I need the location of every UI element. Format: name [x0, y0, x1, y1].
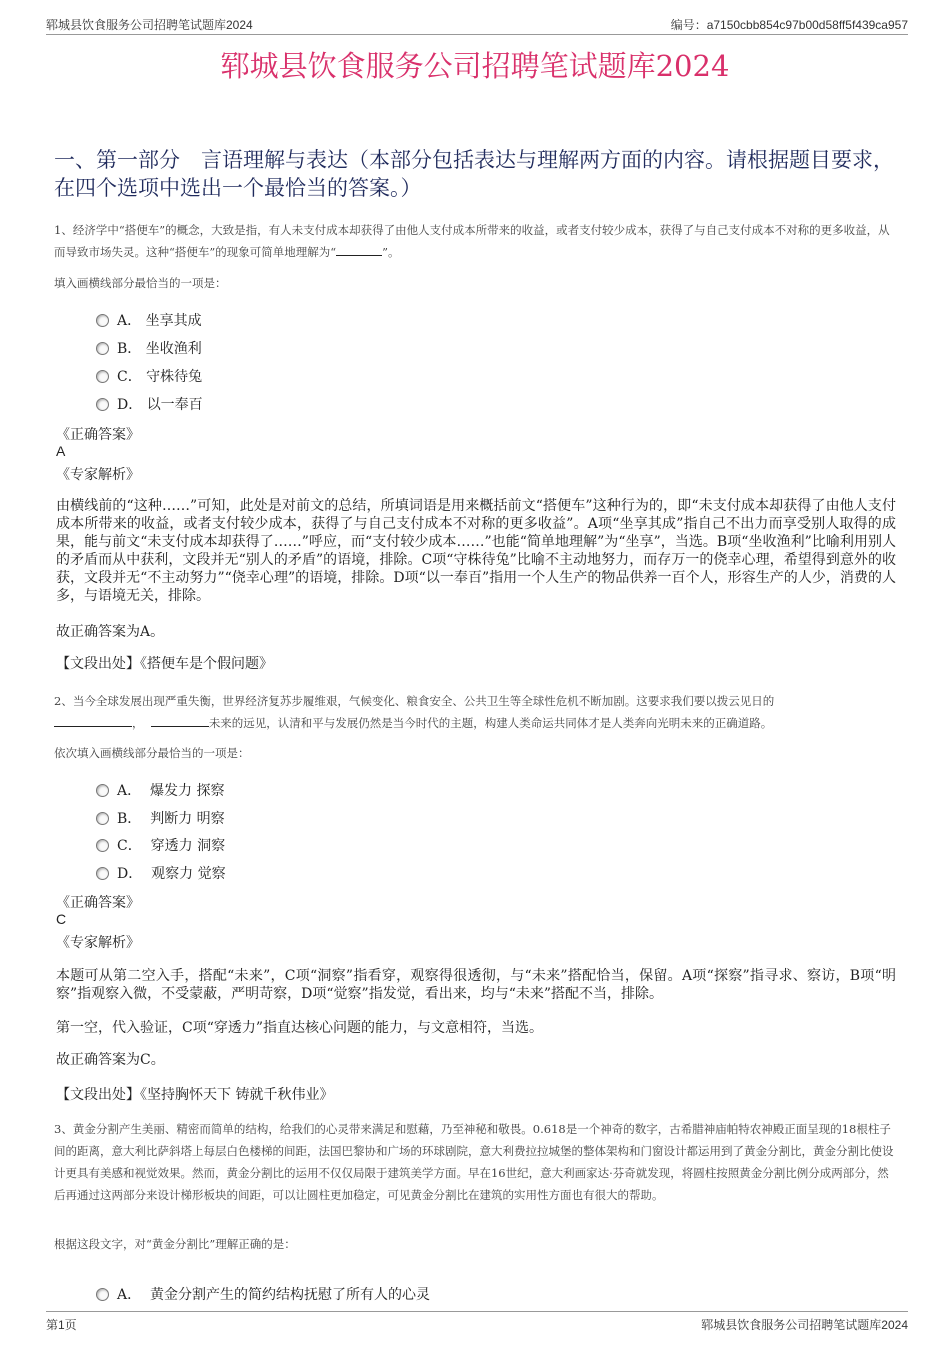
q1-conclusion: 故正确答案为A。	[56, 624, 165, 640]
analysis-label: 《专家解析》	[56, 935, 140, 951]
answer-label: 《正确答案》	[56, 427, 140, 443]
document-id: 编号：a7150cbb854c97b00d58ff5f439ca957	[670, 18, 908, 32]
radio-icon[interactable]	[96, 784, 109, 797]
radio-icon[interactable]	[96, 342, 109, 355]
question-2-prompt: 依次填入画横线部分最恰当的一项是：	[54, 746, 250, 760]
q2-option-c[interactable]: C． 穿透力 洞察	[96, 835, 225, 855]
page-number: 第1页	[46, 1318, 77, 1332]
page-footer	[46, 1311, 908, 1334]
answer-label: 《正确答案》	[56, 895, 140, 911]
analysis-label: 《专家解析》	[56, 467, 140, 483]
radio-icon[interactable]	[96, 398, 109, 411]
q2-analysis-1: 本题可从第二空入手，搭配“未来”，C项“洞察”指看穿，观察得很透彻，与“未来”搭配恰当，保留。A项“探察”指寻求、察访，B项“明察”指观察入微，不受蒙蔽，严明苛察，D项“觉察”指发觉，看出来，均与“未来”搭配不当，排除。	[56, 968, 896, 1002]
q1-source: 【文段出处】《搭便车是个假问题》	[56, 656, 273, 672]
radio-icon[interactable]	[96, 314, 109, 327]
question-1-text: 1、经济学中“搭便车”的概念，大致是指，有人未支付成本却获得了由他人支付成本所带来的收益，或者支付较少成本，获得了与自己支付成本不对称的更多收益，从而导致市场失灵。这种“搭便车”的现象可简单地理解为“ ”。	[54, 223, 890, 259]
answer-blank	[151, 714, 209, 727]
radio-icon[interactable]	[96, 1288, 109, 1301]
section-heading: 一、第一部分 言语理解与表达（本部分包括表达与理解两方面的内容。请根据题目要求，在四个选项中选出一个最恰当的答案。）	[54, 148, 894, 200]
page-title: 郓城县饮食服务公司招聘笔试题库2024	[220, 49, 730, 83]
q1-option-c[interactable]: C． 守株待兔	[96, 366, 202, 386]
radio-icon[interactable]	[96, 839, 109, 852]
header-title: 郓城县饮食服务公司招聘笔试题库2024	[46, 18, 253, 32]
footer-title: 郓城县饮食服务公司招聘笔试题库2024	[701, 1318, 908, 1332]
radio-icon[interactable]	[96, 370, 109, 383]
answer-blank	[54, 714, 132, 727]
q1-option-b[interactable]: B． 坐收渔利	[96, 338, 202, 358]
q2-option-d[interactable]: D． 观察力 觉察	[96, 863, 226, 883]
q1-option-d[interactable]: D． 以一奉百	[96, 394, 203, 414]
q2-source: 【文段出处】《坚持胸怀天下 铸就千秋伟业》	[56, 1087, 334, 1103]
answer-blank	[336, 243, 382, 256]
q2-option-a[interactable]: A． 爆发力 探察	[96, 780, 224, 800]
question-2-text: 2、当今全球发展出现严重失衡，世界经济复苏步履维艰，气候变化、粮食安全、公共卫生等全球性危机不断加剧。这要求我们要以拨云见日的 ， 未来的远见，认清和平与发展仍然是当今时代的主题，构建人类命运共同体才是人类奔向光明未来的正确道路。	[54, 694, 775, 730]
q1-option-a[interactable]: A． 坐享其成	[96, 310, 202, 330]
q2-answer: C	[56, 911, 67, 927]
q1-answer: A	[56, 443, 66, 459]
question-1-prompt: 填入画横线部分最恰当的一项是：	[54, 276, 227, 290]
radio-icon[interactable]	[96, 812, 109, 825]
question-3-text: 3、黄金分割产生美丽、精密而简单的结构，给我们的心灵带来满足和慰藉，乃至神秘和敬畏。0.618是一个神奇的数字，古希腊神庙帕特农神殿正面呈现的18根柱子间的距离，意大利比萨斜塔上每层白色楼梯的间距，法国巴黎协和广场的环球剧院，意大利费拉拉城堡的整体架构和门窗设计都运用到了黄金分割比，黄金分割比使设计更具有美感和视觉效果。然而，黄金分割比的运用不仅仅局限于建筑美学方面。早在16世纪，意大利画家达·芬奇就发现，将圆柱按照黄金分割比例分成两部分，然后再通过这两部分来设计梯形板块的间距，可以让圆柱更加稳定，可见黄金分割比在建筑的实用性方面也有很大的帮助。	[54, 1122, 894, 1202]
page-header	[46, 14, 908, 35]
q2-conclusion: 故正确答案为C。	[56, 1052, 165, 1068]
q2-analysis-2: 第一空，代入验证，C项“穿透力”指直达核心问题的能力，与文意相符，当选。	[56, 1020, 544, 1036]
q3-option-a[interactable]: A． 黄金分割产生的简约结构抚慰了所有人的心灵	[96, 1284, 430, 1304]
q1-analysis: 由横线前的“这种……”可知，此处是对前文的总结，所填词语是用来概括前文“搭便车”这种行为的，即“未支付成本却获得了由他人支付成本所带来的收益，或者支付较少成本，获得了与自己支付成本不对称的更多收益”。A项“坐享其成”指自己不出力而享受别人取得的成果，能与前文“未支付成本却获得了……”呼应，而“支付较少成本……”也能“简单地理解”为“坐享”，当选。B项“坐收渔利”比喻利用别人的矛盾而从中获利，文段并无“别人的矛盾”的语境，排除。C项“守株待兔”比喻不主动地努力，而存万一的侥幸心理，希望得到意外的收获，文段并无“不主动努力”“侥幸心理”的语境，排除。D项“以一奉百”指用一个人生产的物品供养一百个人，形容生产的人少，消费的人多，与语境无关，排除。	[56, 498, 896, 604]
radio-icon[interactable]	[96, 867, 109, 880]
question-3-prompt: 根据这段文字，对“黄金分割比”理解正确的是：	[54, 1237, 296, 1251]
q2-option-b[interactable]: B． 判断力 明察	[96, 808, 225, 828]
